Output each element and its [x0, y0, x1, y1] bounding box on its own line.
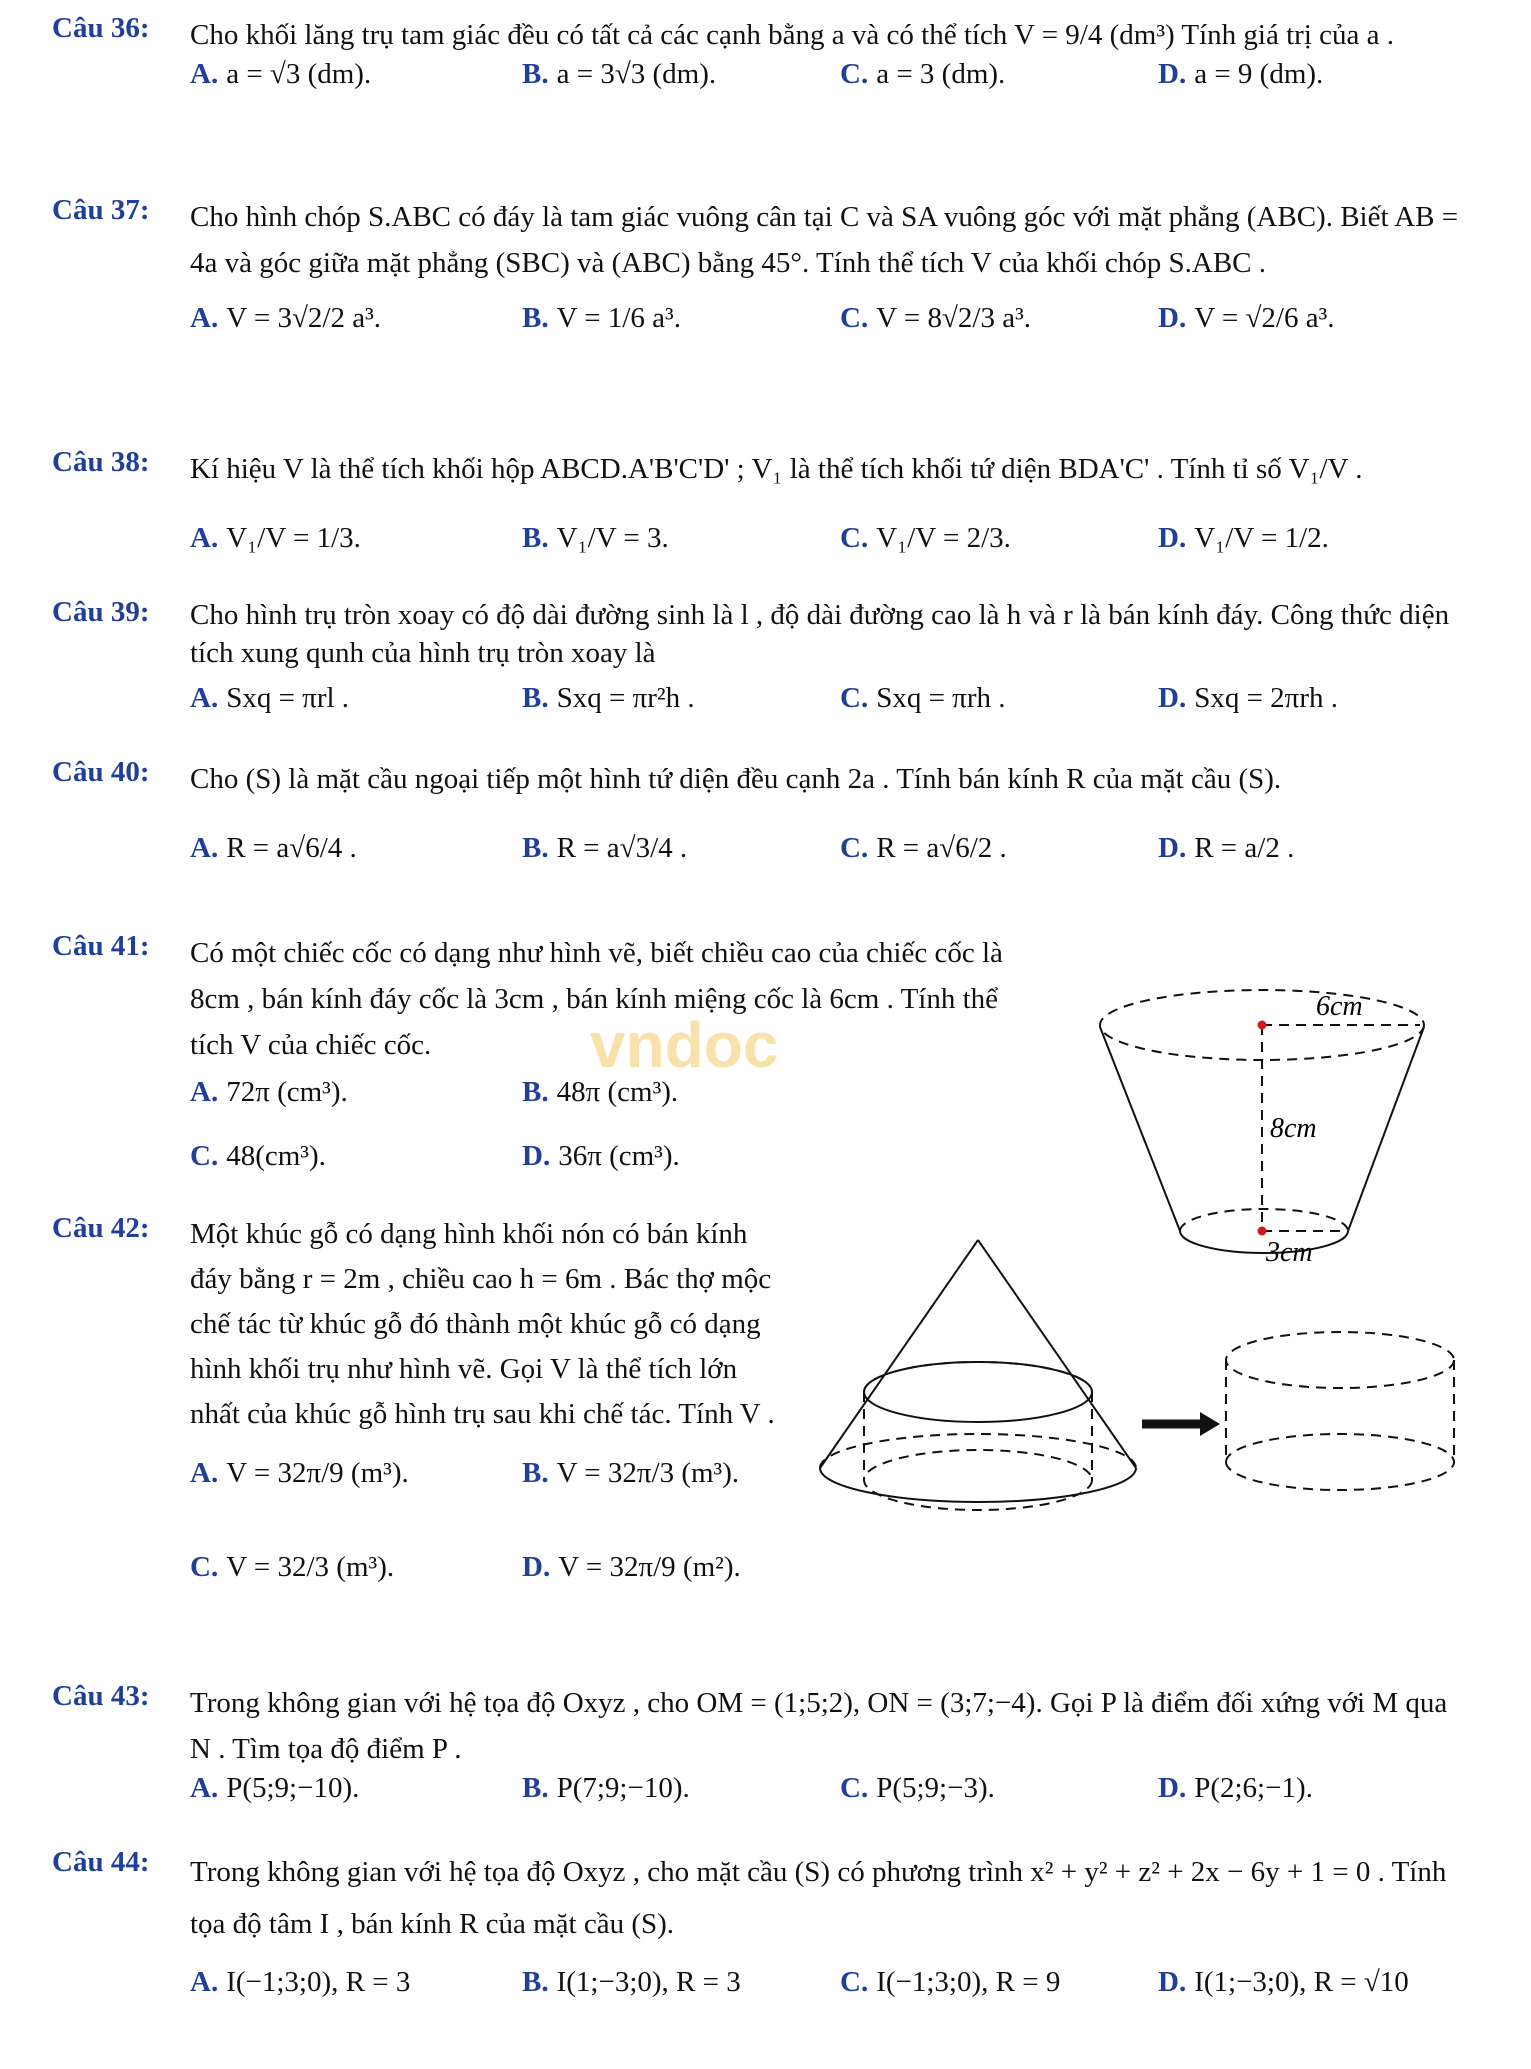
question-text: Một khúc gỗ có dạng hình khối nón có bán kính đáy bằng r = 2m , chiều cao h = 6m . Bác thợ mộc chế tác từ khúc gỗ đó thành một khúc gỗ có dạng hình khối trụ như hình vẽ. Gọi V là thể tích lớn nhất của khúc gỗ hình trụ sau khi chế tác. Tính V . — [190, 1218, 775, 1430]
option-b[interactable]: B. R = a√3/4 . — [522, 832, 688, 864]
arrow-head-icon — [1200, 1412, 1220, 1436]
options — [190, 1457, 792, 1551]
question-39 — [52, 596, 1472, 752]
option-d[interactable]: D. Sxq = 2πrh . — [1158, 682, 1338, 714]
option-d[interactable]: D. I(1;−3;0), R = √10 — [1158, 1966, 1409, 1998]
option-a[interactable]: A. 72π (cm³). — [190, 1076, 348, 1108]
option-a[interactable]: A. V₁/V = 1/3. — [190, 522, 361, 554]
option-d[interactable]: D. V = 32π/9 (m²). — [522, 1551, 741, 1583]
cup-top-label: 6cm — [1316, 991, 1363, 1022]
option-c[interactable]: C. V₁/V = 2/3. — [840, 522, 1011, 554]
option-b[interactable]: B. I(1;−3;0), R = 3 — [522, 1966, 741, 1998]
option-c[interactable]: C. V = 32/3 (m³). — [190, 1551, 395, 1583]
option-c[interactable]: C. Sxq = πrh . — [840, 682, 1006, 714]
question-label: Câu 43: — [52, 1680, 150, 1712]
options — [190, 1551, 792, 1621]
option-c[interactable]: C. 48(cm³). — [190, 1140, 326, 1172]
option-d[interactable]: D. 36π (cm³). — [522, 1140, 680, 1172]
question-text: Có một chiếc cốc có dạng như hình vẽ, biết chiều cao của chiếc cốc là 8cm , bán kính đáy cốc là 3cm , bán kính miệng cốc là 6cm . Tính thể tích V của chiếc cốc. — [190, 937, 1003, 1061]
question-label: Câu 37: — [52, 194, 150, 226]
question-text: Cho hình trụ tròn xoay có độ dài đường sinh là l , độ dài đường cao là h và r là bán kính đáy. Công thức diện tích xung qunh của hình trụ tròn xoay là — [190, 599, 1450, 669]
options — [190, 1772, 1472, 1832]
options — [190, 1076, 1042, 1140]
question-text: Kí hiệu V là thể tích khối hộp ABCD.A'B'C'D' ; V₁ là thể tích khối tứ diện BDA'C' . Tính tỉ số V₁/V . — [190, 453, 1363, 485]
question-36 — [52, 12, 1472, 128]
cone-base-back — [820, 1434, 1136, 1468]
question-43 — [52, 1680, 1472, 1832]
options — [190, 682, 1472, 752]
option-c[interactable]: C. R = a√6/2 . — [840, 832, 1007, 864]
cup-top-center-point — [1258, 1021, 1267, 1030]
cylinder-top — [1226, 1332, 1454, 1388]
option-b[interactable]: B. V = 32π/3 (m³). — [522, 1457, 740, 1489]
question-label: Câu 40: — [52, 756, 150, 788]
option-a[interactable]: A. I(−1;3;0), R = 3 — [190, 1966, 411, 1998]
cup-right-side — [1348, 1027, 1424, 1231]
options — [190, 522, 1472, 592]
question-label: Câu 41: — [52, 930, 150, 962]
options — [190, 1966, 1472, 2046]
watermark-logo: vndoc — [590, 1009, 779, 1081]
option-d[interactable]: D. V = √2/6 a³. — [1158, 302, 1335, 334]
question-37 — [52, 194, 1472, 372]
question-label: Câu 38: — [52, 446, 150, 478]
options — [190, 58, 1472, 128]
question-label: Câu 44: — [52, 1846, 150, 1878]
option-a[interactable]: A. a = √3 (dm). — [190, 58, 372, 90]
option-a[interactable]: A. P(5;9;−10). — [190, 1772, 360, 1804]
option-d[interactable]: D. R = a/2 . — [1158, 832, 1295, 864]
question-text: Cho (S) là mặt cầu ngoại tiếp một hình tứ diện đều cạnh 2a . Tính bán kính R của mặt cầu (S). — [190, 763, 1282, 795]
option-c[interactable]: C. P(5;9;−3). — [840, 1772, 995, 1804]
question-text: Cho khối lăng trụ tam giác đều có tất cả các cạnh bằng a và có thể tích V = 9/4 (dm³) Tính giá trị của a . — [190, 19, 1394, 51]
option-c[interactable]: C. a = 3 (dm). — [840, 58, 1006, 90]
question-42 — [52, 1212, 792, 1621]
option-b[interactable]: B. 48π (cm³). — [522, 1076, 679, 1108]
option-c[interactable]: C. I(−1;3;0), R = 9 — [840, 1966, 1061, 1998]
question-label: Câu 36: — [52, 12, 150, 44]
cylinder-bottom-front — [1226, 1462, 1454, 1490]
option-a[interactable]: A. R = a√6/4 . — [190, 832, 357, 864]
question-text: Trong không gian với hệ tọa độ Oxyz , cho OM = (1;5;2), ON = (3;7;−4). Gọi P là điểm đối xứng với M qua N . Tìm tọa độ điểm P . — [190, 1687, 1448, 1765]
option-a[interactable]: A. Sxq = πrl . — [190, 682, 350, 714]
question-text: Cho hình chóp S.ABC có đáy là tam giác vuông cân tại C và SA vuông góc với mặt phẳng (ABC). Biết AB = 4a và góc giữa mặt phẳng (SBC) và (ABC) bằng 45°. Tính thể tích V của khối chóp S.ABC . — [190, 201, 1459, 279]
option-d[interactable]: D. a = 9 (dm). — [1158, 58, 1324, 90]
option-b[interactable]: B. V = 1/6 a³. — [522, 302, 681, 334]
cup-bottom-label: 3cm — [1266, 1237, 1313, 1268]
option-d[interactable]: D. P(2;6;−1). — [1158, 1772, 1313, 1804]
question-label: Câu 42: — [52, 1212, 150, 1244]
option-a[interactable]: A. V = 32π/9 (m³). — [190, 1457, 409, 1489]
options — [190, 1140, 1042, 1204]
cup-height-label: 8cm — [1270, 1113, 1317, 1144]
question-40 — [52, 756, 1472, 902]
question-text: Trong không gian với hệ tọa độ Oxyz , cho mặt cầu (S) có phương trình x² + y² + z² + 2x − 6y + 1 = 0 . Tính tọa độ tâm I , bán kính R của mặt cầu (S). — [190, 1856, 1447, 1940]
question-label: Câu 39: — [52, 596, 150, 628]
question-41 — [52, 930, 1042, 1204]
options — [190, 302, 1472, 372]
option-b[interactable]: B. Sxq = πr²h . — [522, 682, 695, 714]
option-b[interactable]: B. a = 3√3 (dm). — [522, 58, 717, 90]
inner-cylinder-top-back — [864, 1362, 1092, 1392]
option-b[interactable]: B. V₁/V = 3. — [522, 522, 669, 554]
cylinder-bottom-back — [1226, 1434, 1454, 1462]
cup-left-side — [1100, 1027, 1180, 1231]
option-d[interactable]: D. V₁/V = 1/2. — [1158, 522, 1329, 554]
question-38 — [52, 446, 1472, 592]
cone-cylinder-figure — [810, 1230, 1470, 1530]
question-44 — [52, 1846, 1472, 2046]
options — [190, 832, 1472, 902]
option-b[interactable]: B. P(7;9;−10). — [522, 1772, 690, 1804]
option-c[interactable]: C. V = 8√2/3 a³. — [840, 302, 1032, 334]
option-a[interactable]: A. V = 3√2/2 a³. — [190, 302, 382, 334]
